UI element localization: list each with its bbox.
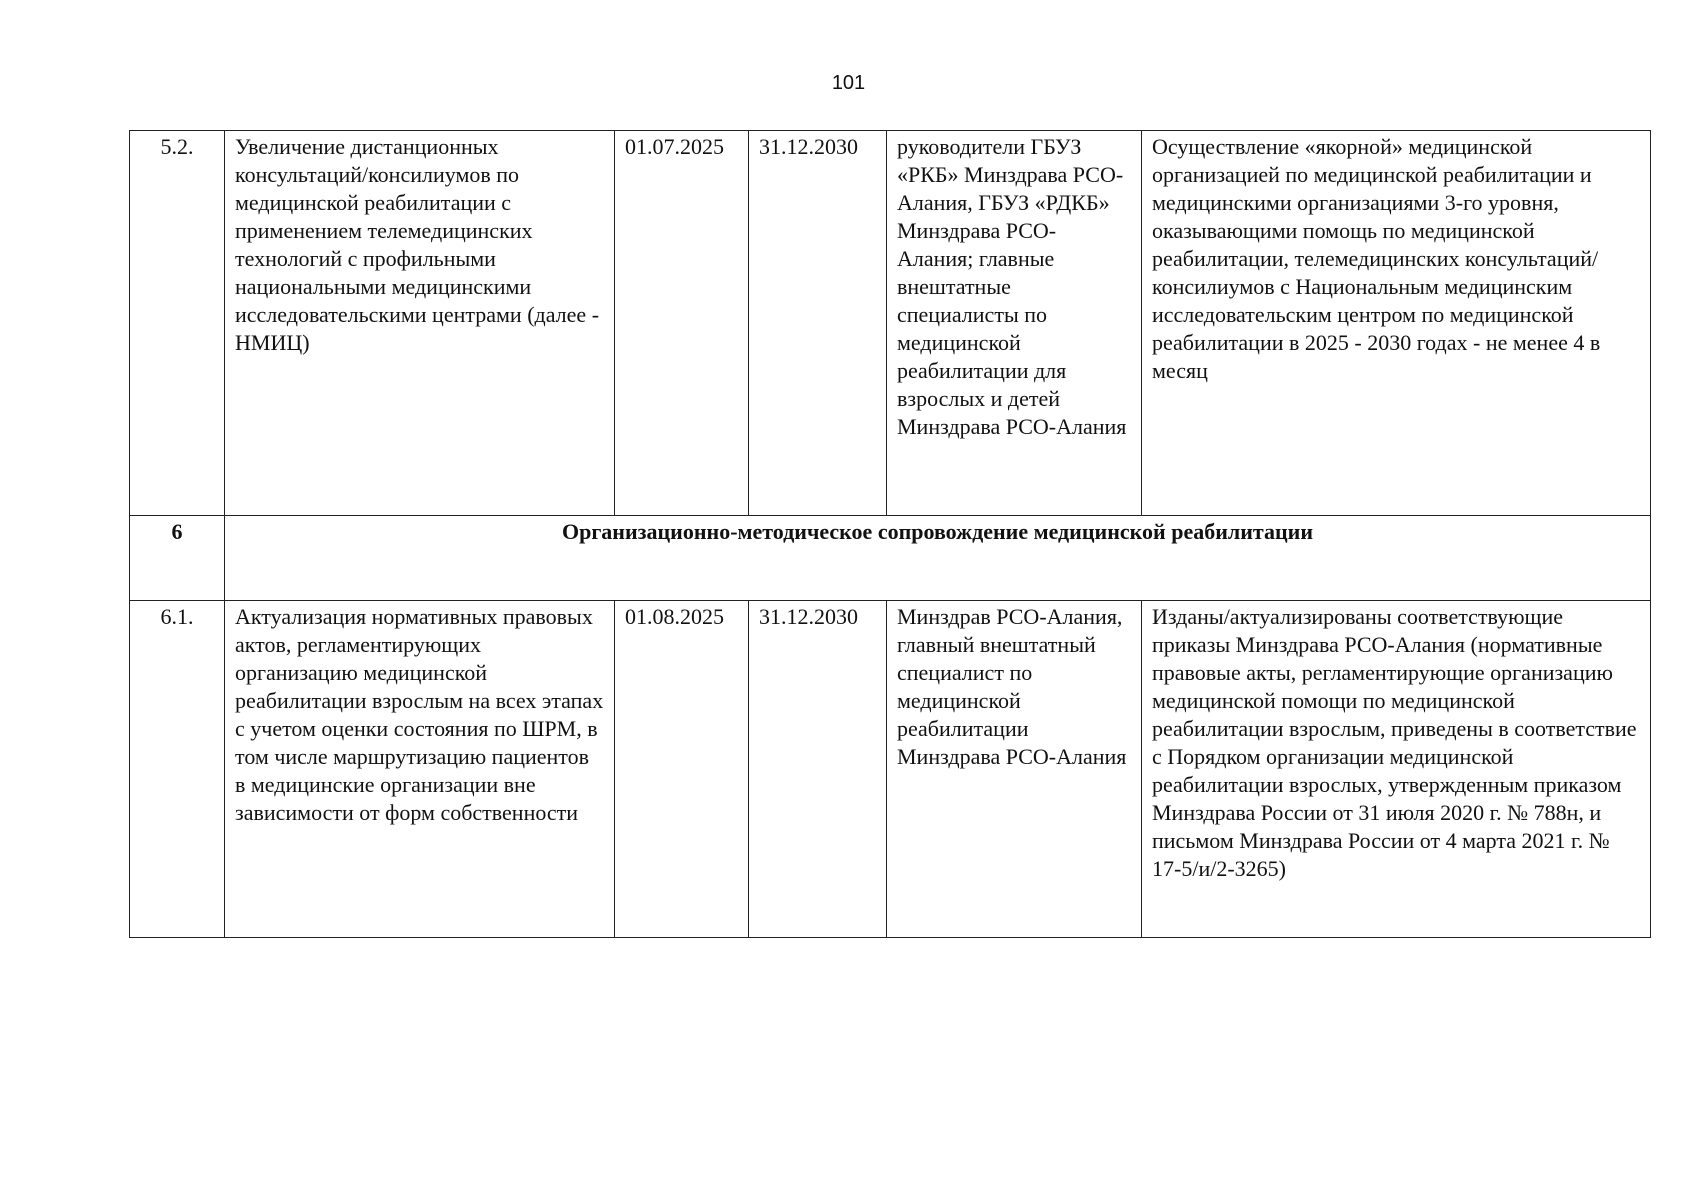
end-date-cell: 31.12.2030 bbox=[749, 601, 887, 938]
start-date-cell: 01.07.2025 bbox=[615, 131, 749, 516]
table-row bbox=[130, 601, 1651, 938]
section-title: Организационно-методическое сопровождение медицинской реабилитации bbox=[225, 516, 1651, 601]
section-number: 6 bbox=[130, 516, 225, 601]
row-number: 6.1. bbox=[130, 601, 225, 938]
page-number: 101 bbox=[831, 72, 866, 94]
measure-cell: Увеличение дистанционных консультаций/консилиумов по медицинской реабилитации с применением телемедицинских технологий с профильными национальными медицинскими исследовательскими центрами (далее - НМИЦ) bbox=[225, 131, 615, 516]
start-date-cell: 01.08.2025 bbox=[615, 601, 749, 938]
measure-cell: Актуализация нормативных правовых актов, регламентирующих организацию медицинской реабилитации взрослым на всех этапах с учетом оценки состояния по ШРМ, в том числе маршрутизацию пациентов в медицинские организации вне зависимости от форм собственности bbox=[225, 601, 615, 938]
row-number: 5.2. bbox=[130, 131, 225, 516]
result-cell: Осуществление «якорной» медицинской организацией по медицинской реабилитации и медицинскими организациями 3-го уровня, оказывающими помощь по медицинской реабилитации, телемедицинских консультаций/ консилиумов с Национальным медицинским исследовательским центром по медицинской реабилитации в 2025 - 2030 годах - не менее 4 в месяц bbox=[1142, 131, 1651, 516]
action-plan-table bbox=[129, 130, 1651, 938]
result-cell: Изданы/актуализированы соответствующие приказы Минздрава РСО-Алания (нормативные правовые акты, регламентирующие организацию медицинской помощи по медицинской реабилитации взрослым, приведены в соответствие с Порядком организации медицинской реабилитации взрослых, утвержденным приказом Минздрава России от 31 июля 2020 г. № 788н, и письмом Минздрава России от 4 марта 2021 г. № 17-5/и/2-3265) bbox=[1142, 601, 1651, 938]
table-row bbox=[130, 131, 1651, 516]
responsible-cell: руководители ГБУЗ «РКБ» Минздрава РСО-Алания, ГБУЗ «РДКБ» Минздрава РСО-Алания; главные внештатные специалисты по медицинской реабилитации для взрослых и детей Минздрава РСО-Алания bbox=[887, 131, 1142, 516]
responsible-cell: Минздрав РСО-Алания, главный внештатный специалист по медицинской реабилитации Минздрава РСО-Алания bbox=[887, 601, 1142, 938]
section-row bbox=[130, 516, 1651, 601]
end-date-cell: 31.12.2030 bbox=[749, 131, 887, 516]
